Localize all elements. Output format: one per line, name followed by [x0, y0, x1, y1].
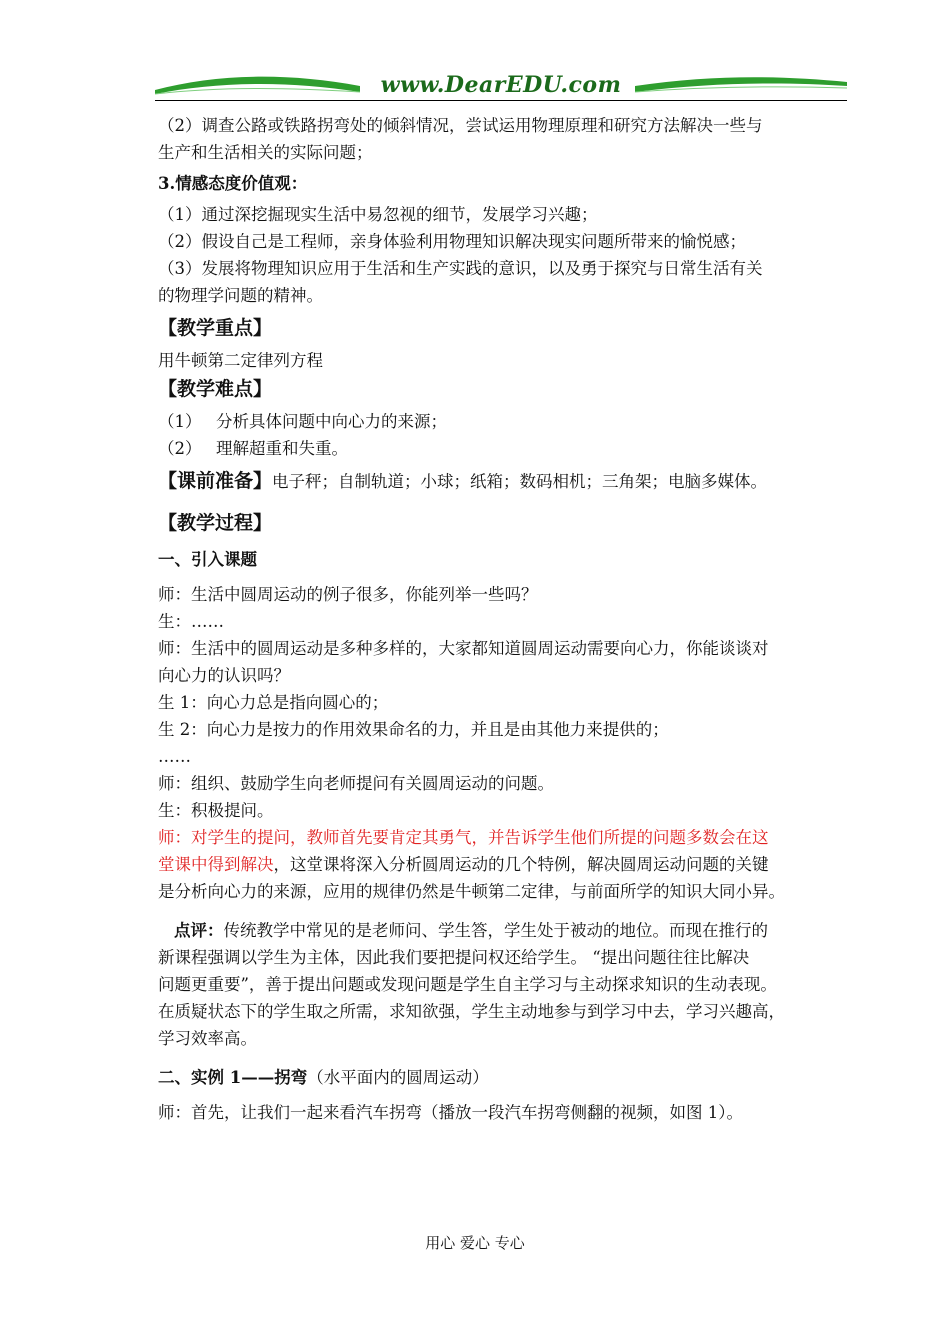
text-line: 的物理学问题的精神。	[158, 286, 323, 305]
commentary-line: 新课程强调以学生为主体，因此我们要把提问权还给学生。 “提出问题往往比解决	[158, 948, 750, 967]
commentary-line: 问题更重要”，善于提出问题或发现问题是学生自主学习与主动探求知识的生动表现。	[158, 975, 777, 994]
key-points-title: 【教学重点】	[158, 317, 273, 339]
difficulty-number: （1）	[158, 412, 202, 431]
dialogue-line: 师：首先，让我们一起来看汽车拐弯（播放一段汽车拐弯侧翻的视频，如图 1）。	[158, 1103, 743, 1122]
dialogue-line: 师：生活中的圆周运动是多种多样的，大家都知道圆周运动需要向心力，你能谈谈对	[158, 639, 769, 658]
key-points-text: 用牛顿第二定律列方程	[158, 351, 323, 370]
difficulties-title: 【教学难点】	[158, 378, 273, 400]
commentary-line: 学习效率高。	[158, 1029, 257, 1048]
highlight-text: 堂课中得到解决	[158, 855, 274, 874]
difficulty-item	[158, 408, 848, 435]
section-subtitle: （水平面内的圆周运动）	[307, 1068, 489, 1087]
page-header-banner	[155, 68, 847, 102]
commentary-text: 传统教学中常见的是老师问、学生答，学生处于被动的地位。而现在推行的	[223, 921, 768, 940]
section-heading: 一、引入课题	[158, 550, 257, 569]
dialogue-text: ，这堂课将深入分析圆周运动的几个特例，解决圆周运动问题的关键	[273, 855, 769, 874]
dialogue-line: ……	[158, 747, 191, 766]
difficulty-text: 理解超重和失重。	[216, 439, 348, 458]
text-line: （1）通过深挖掘现实生活中易忽视的细节，发展学习兴趣；	[158, 205, 598, 224]
section-title: 二、实例 1——拐弯	[158, 1068, 308, 1087]
header-divider	[155, 100, 847, 101]
document-body	[158, 112, 848, 1126]
dialogue-line	[158, 851, 848, 878]
difficulty-number: （2）	[158, 439, 202, 458]
section-heading	[158, 1064, 848, 1091]
preparation-text: 电子秤；自制轨道；小球；纸箱；数码相机；三角架；电脑多媒体。	[272, 472, 768, 491]
dialogue-line: 生：积极提问。	[158, 801, 274, 820]
difficulty-item	[158, 435, 848, 462]
teacher-prefix: 师：	[158, 828, 191, 847]
preparation-line	[158, 466, 848, 496]
text-line: 生产和生活相关的实际问题；	[158, 143, 373, 162]
difficulty-text: 分析具体问题中向心力的来源；	[216, 412, 447, 431]
dialogue-line: 生：……	[158, 612, 224, 631]
dialogue-line: 是分析向心力的来源，应用的规律仍然是牛顿第二定律，与前面所学的知识大同小异。	[158, 882, 785, 901]
section-heading: 3.情感态度价值观：	[158, 174, 308, 193]
text-line: （2）假设自己是工程师，亲身体验利用物理知识解决现实问题所带来的愉悦感；	[158, 232, 746, 251]
commentary-line	[158, 917, 848, 944]
process-title: 【教学过程】	[158, 512, 273, 534]
site-brand: www.DearEDU.com	[380, 72, 622, 98]
dialogue-line: 生 2：向心力是按力的作用效果命名的力，并且是由其他力来提供的；	[158, 720, 669, 739]
dialogue-line: 生 1：向心力总是指向圆心的；	[158, 693, 389, 712]
dialogue-line	[158, 824, 848, 851]
page-footer: 用心 爱心 专心	[425, 1234, 525, 1252]
commentary-line: 在质疑状态下的学生取之所需，求知欲强，学生主动地参与到学习中去，学习兴趣高，	[158, 1002, 785, 1021]
preparation-title: 【课前准备】	[158, 470, 273, 492]
dialogue-line: 向心力的认识吗？	[158, 666, 290, 685]
dialogue-line: 师：组织、鼓励学生向老师提问有关圆周运动的问题。	[158, 774, 554, 793]
dialogue-line: 师：生活中圆周运动的例子很多，你能列举一些吗？	[158, 585, 538, 604]
text-line: （3）发展将物理知识应用于生活和生产实践的意识，以及勇于探究与日常生活有关	[158, 259, 763, 278]
highlight-text: 对学生的提问，教师首先要肯定其勇气，并告诉学生他们所提的问题多数会在这	[191, 828, 769, 847]
text-line: （2）调查公路或铁路拐弯处的倾斜情况，尝试运用物理原理和研究方法解决一些与	[158, 116, 763, 135]
commentary-label: 点评：	[174, 921, 224, 940]
